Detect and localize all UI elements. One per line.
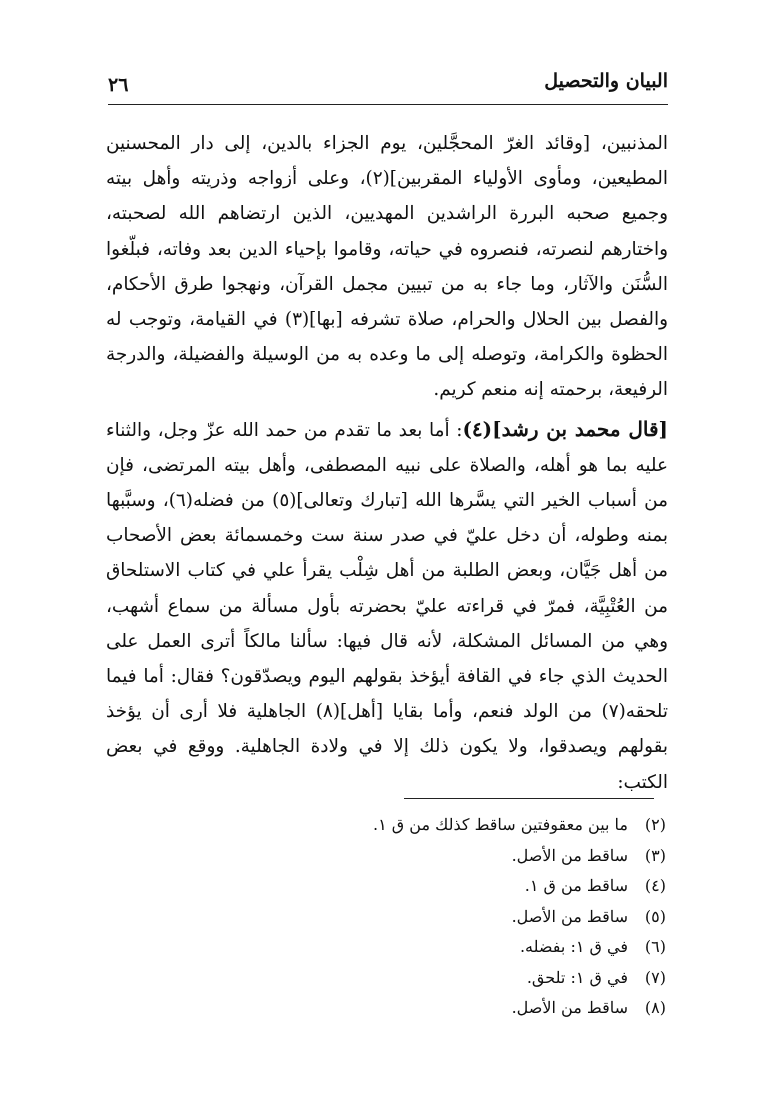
footnote-text: في ق ١: تلحق. <box>526 967 628 987</box>
paragraph-2-text: : أما بعد ما تقدم من حمد الله عزّ وجل، والثناء عليه بما هو أهله، والصلاة على نبيه المصطفى، وأهل بيته المرتضى، فإن من أسباب الخير التي يسَّرها الله [تبارك وتعالى](٥) من فضله(٦)، وسبَّبها بمنه وطوله، أن دخل عليّ في صدر سنة ست وخمسمائة بعض الأصحاب من أهل جَيَّان، وبعض الطلبة من أهل شِلْب يقرأ علي في كتاب الاستلحاق من العُتْبِيَّة، فمرّ في قراءته عليّ بحضرته بأول مسألة من سماع أشهب، وهي من المسائل المشكلة، لأنه قال فيها: سألنا مالكاً أترى العمل على الحديث الذي جاء في القافة أيؤخذ بقولهم اليوم ويصدّقون؟ فقال: أما فيما تلحقه(٧) من الولد فنعم، وأما بقايا [أهل](٨) الجاهلية فلا أرى أن يؤخذ بقولهم ويصدقوا، ولا يكون ذلك إلا في ولادة الجاهلية. ووقع في بعض الكتب: <box>106 419 668 793</box>
page-header <box>108 68 668 108</box>
footnote-number: (٥) <box>644 906 666 926</box>
main-text <box>106 126 668 800</box>
footnotes <box>106 810 666 1024</box>
speaker-heading: [قال محمد بن رشد](٤) <box>462 416 668 441</box>
footnote-text: ساقط من ق ١. <box>524 876 628 895</box>
footnote-6 <box>106 932 666 963</box>
running-title: البيان والتحصيل <box>544 70 668 92</box>
footnote-text: ساقط من الأصل. <box>511 998 628 1017</box>
footnote-number: (٨) <box>644 998 666 1017</box>
footnote-4 <box>106 871 666 902</box>
footnote-number: (٤) <box>644 876 666 895</box>
footnote-text: ما بين معقوفتين ساقط كذلك من ق ١. <box>373 815 628 834</box>
footnote-text: ساقط من الأصل. <box>511 845 628 865</box>
footnote-text: ساقط من الأصل. <box>511 906 628 926</box>
footnote-number: (٦) <box>644 937 666 956</box>
paragraph-2 <box>106 412 668 800</box>
page-number: ٢٦ <box>108 74 129 96</box>
paragraph-1: المذنبين، [وقائد الغرّ المحجَّلين، يوم الجزاء بالدين، إلى دار المحسنين المطيعين، ومأوى الأولياء المقربين](٢)، وعلى أزواجه وذريته وأهل بيته وجميع صحبه البررة الراشدين المهديين، الذين ارتضاهم الله لصحبته، واختارهم لنصرته، فنصروه في حياته، وقاموا بإحياء الدين بعد وفاته، فبلّغوا السُّنَن والآثار، وما جاء به من تبيين مجمل القرآن، ونهجوا طرق الأحكام، والفصل بين الحلال والحرام، صلاة تشرفه [بها](٣) في القيامة، وتوجب له الحظوة والكرامة، وتوصله إلى ما وعده به من الوسيلة والفضيلة، والدرجة الرفيعة، برحمته إنه منعم كريم. <box>106 133 668 401</box>
footnote-5 <box>106 902 666 933</box>
footnote-number: (٣) <box>644 845 666 865</box>
footnote-number: (٢) <box>644 815 666 834</box>
footnote-8 <box>106 993 666 1024</box>
header-rule <box>108 104 668 105</box>
footnote-3 <box>106 841 666 872</box>
footnote-number: (٧) <box>644 967 666 987</box>
footnote-2 <box>106 810 666 841</box>
footnote-7 <box>106 963 666 994</box>
footnote-rule <box>404 798 654 799</box>
footnote-text: في ق ١: بفضله. <box>519 937 628 956</box>
